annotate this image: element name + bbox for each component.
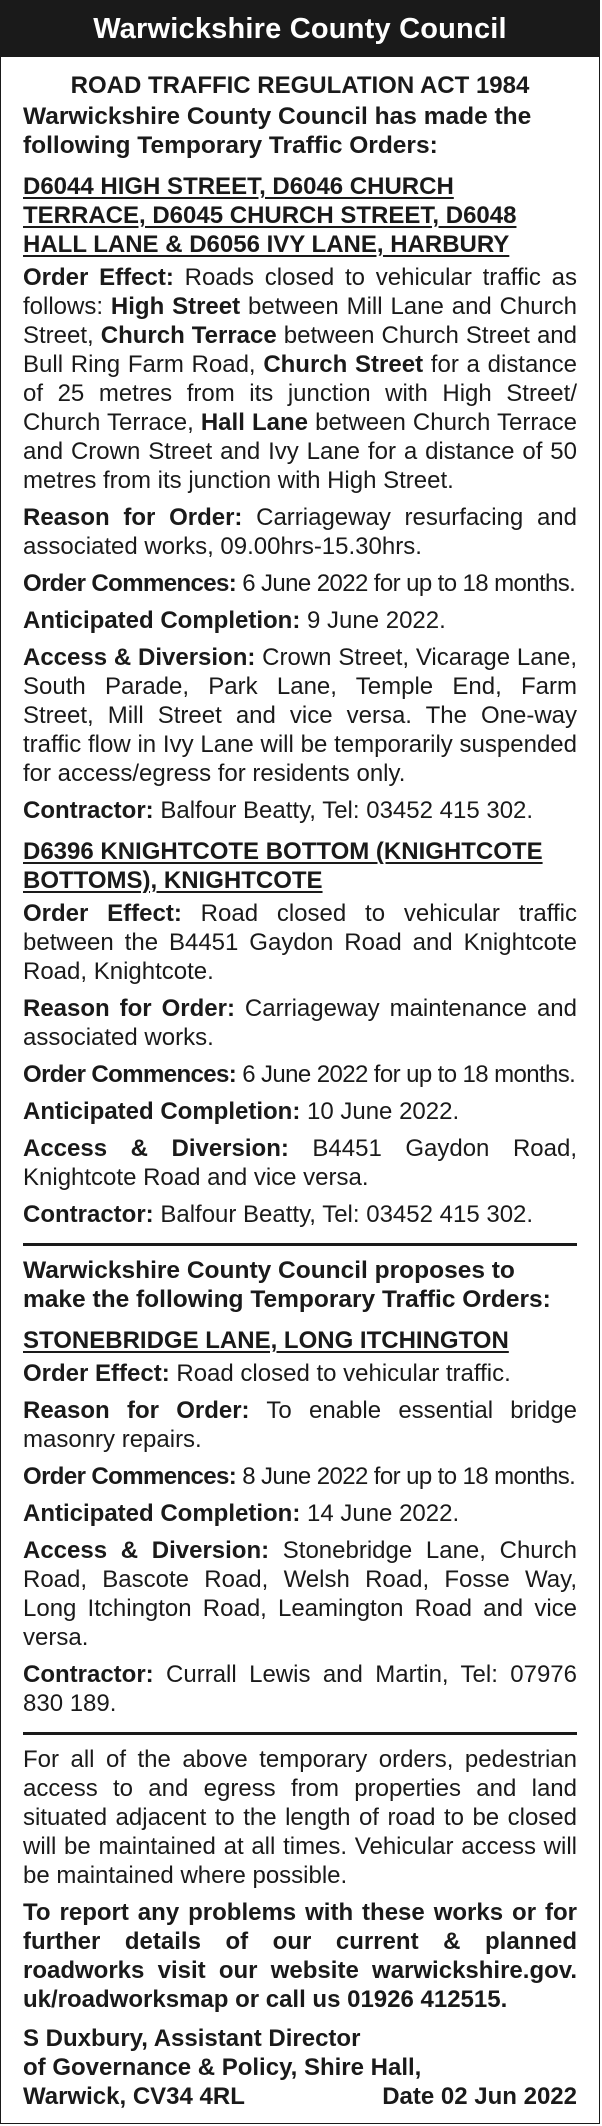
contractor-text: Balfour Beatty, Tel: 03452 415 302. [153,1201,534,1228]
order-reason [23,503,577,561]
order-commences [23,569,577,598]
street-name: Hall Lane [200,409,308,436]
order-contractor [23,1660,577,1718]
order-access [23,1536,577,1652]
order-effect [23,263,577,495]
council-title: Warwickshire County Council [93,13,507,45]
order-effect-label: Order Effect: [23,264,174,291]
street-name: Church Street [263,351,424,378]
order-reason [23,994,577,1052]
order-harbury [23,172,577,825]
notice-body [1,57,599,2111]
order-completion [23,1097,577,1126]
completion-label: Anticipated Completion: [23,607,301,634]
contractor-text: Currall Lewis and Martin, Tel: 07976 830 189. [23,1661,577,1717]
contractor-label: Contractor: [23,1661,154,1688]
reason-text: Carriageway resurfacing and associated works, 09.00hrs-15.30hrs. [23,504,577,560]
address-date-row [23,2082,577,2111]
access-text: Crown Street, Vicarage Lane, South Parade, Park Lane, Temple End, Farm Street, Mill Street and vice versa. The One-way traffic flow in Ivy Lane will be temporarily suspended for access/egress for residents only. [23,644,577,787]
order-effect-text: between Mill Lane and Church Street, [23,293,577,349]
commences-label: Order Commences: [23,1463,237,1490]
signatory-name: S Duxbury, Assistant Director [23,2025,361,2052]
order-heading: D6396 KNIGHTCOTE BOTTOM (KNIGHTCOTE BOTTOMS), KNIGHTCOTE [23,838,543,894]
proposed-orders-intro: Warwickshire County Council proposes to make the following Temporary Traffic Orders: [23,1257,551,1313]
contractor-text: Balfour Beatty, Tel: 03452 415 302. [153,797,534,824]
order-completion [23,606,577,635]
order-heading: D6044 HIGH STREET, D6046 CHURCH TERRACE, D6045 CHURCH STREET, D6048 HALL LANE & D6056 IVY LANE, HARBURY [23,173,517,258]
order-commences [23,1462,577,1491]
order-reason [23,1396,577,1454]
reason-label: Reason for Order: [23,1397,250,1424]
commences-text: 6 June 2022 for up to 18 months. [236,570,576,597]
access-label: Access & Diversion: [23,644,256,671]
contractor-label: Contractor: [23,1201,154,1228]
street-name: High Street [110,293,241,320]
order-effect-label: Order Effect: [23,1360,170,1387]
commences-text: 6 June 2022 for up to 18 months. [236,1061,576,1088]
reason-label: Reason for Order: [23,995,235,1022]
report-problems-note: To report any problems with these works or for further details of our current & planned roadworks visit our website warwickshire.gov. uk/roadworksmap or call us 01926 412515. [23,1899,577,2013]
divider [23,1732,577,1735]
order-contractor [23,1200,577,1229]
order-effect-text: between Church Street and Bull Ring Farm Road, [23,322,577,378]
order-commences [23,1060,577,1089]
order-effect [23,899,577,986]
access-label: Access & Diversion: [23,1135,289,1162]
order-effect-text: for a distance of 25 metres from its junction with High Street/ Church Terrace, [23,351,577,436]
order-effect-text: between Church Terrace and Crown Street and Ivy Lane for a distance of 50 metres from its junction with High Street. [23,409,577,494]
order-stonebridge [23,1326,577,1718]
reason-label: Reason for Order: [23,504,243,531]
completion-text: 10 June 2022. [300,1098,460,1125]
order-heading: STONEBRIDGE LANE, LONG ITCHINGTON [23,1327,509,1354]
access-text: Stonebridge Lane, Church Road, Bascote Road, Welsh Road, Fosse Way, Long Itchington Road, Leamington Road and vice versa. [23,1537,577,1651]
notice-header [1,1,599,57]
commences-label: Order Commences: [23,1061,237,1088]
access-text: B4451 Gaydon Road, Knightcote Road and vice versa. [23,1135,577,1191]
completion-text: 14 June 2022. [300,1500,460,1527]
order-effect-label: Order Effect: [23,900,182,927]
reason-text: To enable essential bridge masonry repairs. [23,1397,578,1453]
act-title: ROAD TRAFFIC REGULATION ACT 1984 [70,72,530,99]
reason-text: Carriageway maintenance and associated works. [23,995,577,1051]
divider [23,1243,577,1246]
made-orders-intro: Warwickshire County Council has made the following Temporary Traffic Orders: [23,103,532,159]
completion-text: 9 June 2022. [300,607,446,634]
completion-label: Anticipated Completion: [23,1098,301,1125]
signatory-office: of Governance & Policy, Shire Hall, [23,2054,422,2081]
order-effect-text: Road closed to vehicular traffic. [169,1360,511,1387]
commences-text: 8 June 2022 for up to 18 months. [236,1463,576,1490]
order-knightcote [23,837,577,1229]
order-effect-text: Road closed to vehicular traffic between the B4451 Gaydon Road and Knightcote Road, Knightcote. [23,900,577,985]
order-effect-text: Roads closed to vehicular traffic as follows: [23,264,577,320]
order-completion [23,1499,577,1528]
pedestrian-access-note: For all of the above temporary orders, pedestrian access to and egress from properties and land situated adjacent to the length of road to be closed will be maintained at all times. Vehicular access will be maintained where possible. [23,1746,577,1889]
notice-date: Date 02 Jun 2022 [382,2083,577,2110]
street-name: Church Terrace [100,322,277,349]
contractor-label: Contractor: [23,797,154,824]
completion-label: Anticipated Completion: [23,1500,301,1527]
signatory-address: Warwick, CV34 4RL [23,2083,245,2110]
order-effect [23,1359,577,1388]
access-label: Access & Diversion: [23,1537,270,1564]
order-access [23,1134,577,1192]
order-contractor [23,796,577,825]
commences-label: Order Commences: [23,570,237,597]
signature-block [23,2024,577,2111]
order-access [23,643,577,788]
